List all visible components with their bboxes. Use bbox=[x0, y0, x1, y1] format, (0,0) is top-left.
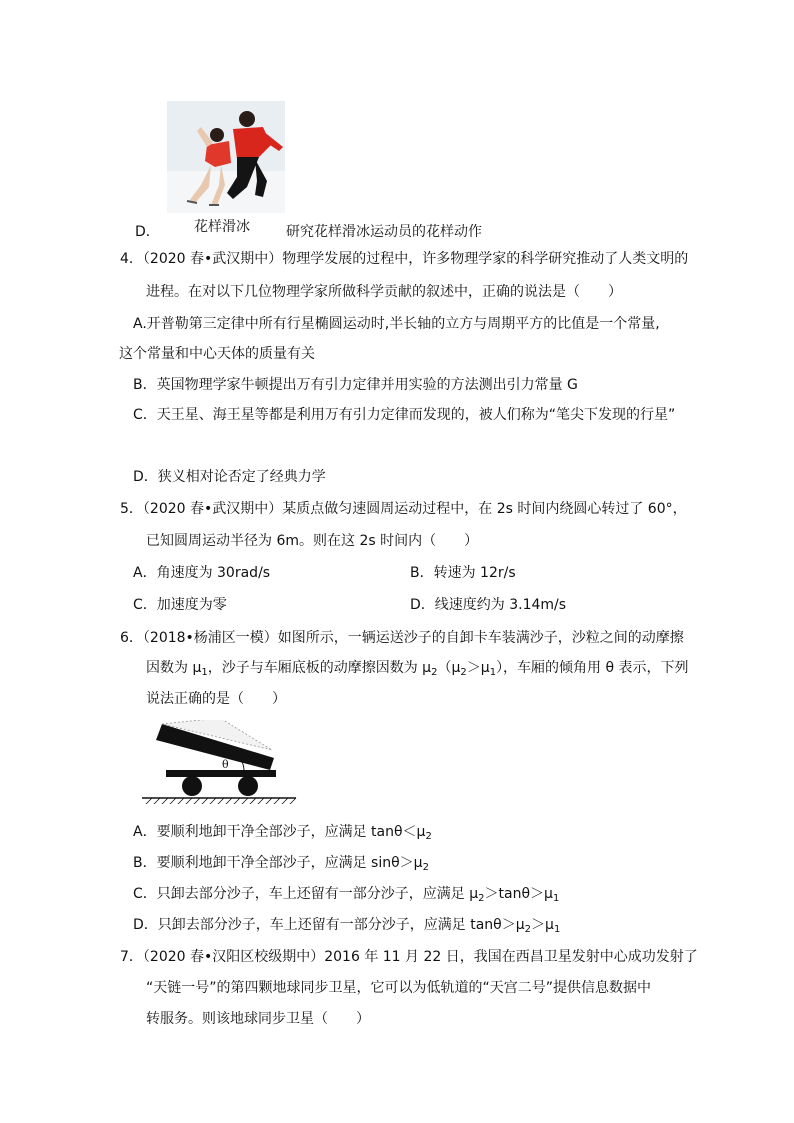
q4-option-a-line2: 这个常量和中心天体的质量有关 bbox=[119, 346, 315, 362]
q4-stem-line2: 进程。在对以下几位物理学家所做科学贡献的叙述中，正确的说法是（ ） bbox=[146, 284, 622, 300]
q5-stem-line1: 5．（2020 春•武汉期中）某质点做匀速圆周运动过程中，在 2s 时间内绕圆心转过了 60°， bbox=[120, 501, 687, 517]
q4-option-a-line1: A.开普勒第三定律中所有行星椭圆运动时,半长轴的立方与周期平方的比值是一个常量, bbox=[133, 316, 660, 332]
q7-stem-line2: “天链一号”的第四颗地球同步卫星，它可以为低轨道的“天宫二号”提供信息数据中 bbox=[146, 980, 652, 996]
q6-stem-line2: 因数为 $\mu_1$，沙子与车厢底板的动摩擦因数为 $\mu_2(\mu_2>\mu_1)$，车厢的倾角用 θ 表示，下列 bbox=[146, 660, 689, 678]
q4-option-b: B．英国物理学家牛顿提出万有引力定律并用实验的方法测出引力常量 G bbox=[133, 377, 578, 393]
q5-option-c: C．加速度为零 bbox=[133, 597, 227, 613]
q7-stem-line3: 转服务。则该地球同步卫星（ ） bbox=[146, 1011, 370, 1027]
q6-option-a: A．要顺利地卸干净全部沙子，应满足 $\tan\theta<\mu_2$ bbox=[133, 824, 432, 842]
q6-stem-line1: 6．（2018•杨浦区一模）如图所示，一辆运送沙子的自卸卡车装满沙子，沙粒之间的动摩擦 bbox=[120, 630, 684, 646]
q5-option-a: A．角速度为 30rad/s bbox=[133, 565, 271, 581]
q4-option-d: D．狭义相对论否定了经典力学 bbox=[133, 469, 326, 485]
image-caption: 花样滑冰 bbox=[194, 219, 250, 235]
figure-skating-photo bbox=[167, 101, 285, 213]
q5-option-d: D．线速度约为 3.14m/s bbox=[410, 597, 567, 613]
option-d-letter: D． bbox=[135, 224, 160, 240]
q6-option-c: C．只卸去部分沙子，车上还留有一部分沙子，应满足 $\mu_2>\tan\theta>\mu_1$ bbox=[133, 886, 560, 904]
q6-stem-line3: 说法正确的是（ ） bbox=[146, 691, 286, 707]
q4-stem-line1: 4．（2020 春•武汉期中）物理学发展的过程中，许多物理学家的科学研究推动了人类文明的 bbox=[120, 251, 689, 267]
q6-option-b: B．要顺利地卸干净全部沙子，应满足 $\sin\theta>\mu_2$ bbox=[133, 855, 429, 873]
q5-option-b: B．转速为 12r/s bbox=[410, 565, 516, 581]
q4-option-c: C．天王星、海王星等都是利用万有引力定律而发现的，被人们称为“笔尖下发现的行星” bbox=[133, 407, 676, 423]
option-d-text: 研究花样滑冰运动员的花样动作 bbox=[286, 224, 482, 240]
q7-stem-line1: 7．（2020 春•汉阳区校级期中）2016 年 11 月 22 日，我国在西昌卫星发射中心成功发射了 bbox=[120, 949, 698, 965]
q5-stem-line2: 已知圆周运动半径为 6m。则在这 2s 时间内（ ） bbox=[146, 533, 479, 549]
theta-label: θ bbox=[222, 758, 229, 771]
q6-option-d: D．只卸去部分沙子，车上还留有一部分沙子，应满足 $\tan\theta>\mu_2>\mu_1$ bbox=[133, 917, 561, 935]
dump-truck-diagram bbox=[140, 720, 300, 804]
